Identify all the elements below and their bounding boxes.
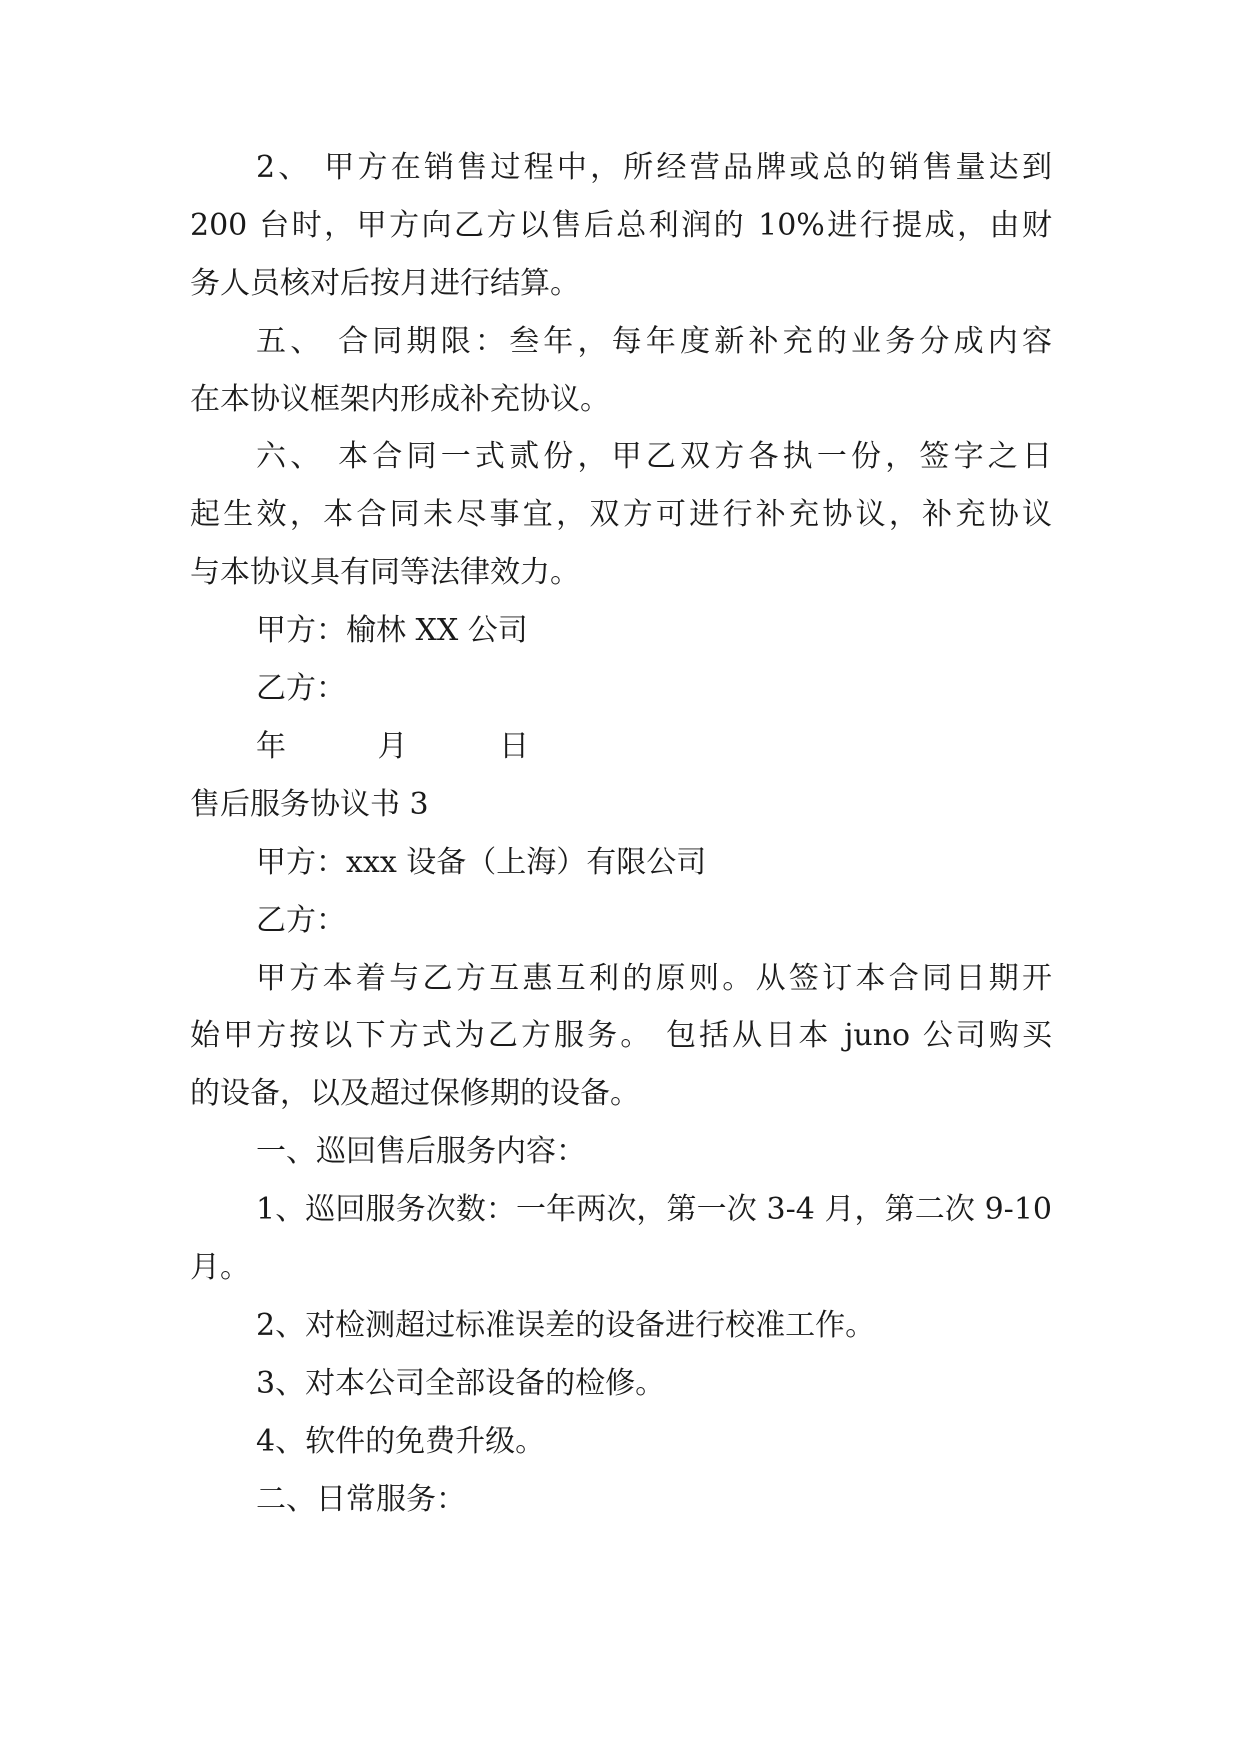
paragraph-line: 始甲方按以下方式为乙方服务。 包括从日本 juno 公司购买 — [190, 1018, 1052, 1053]
paragraph-line: 200 台时，甲方向乙方以售后总利润的 10%进行提成，由财 — [190, 208, 1052, 243]
party-b-line: 乙方： — [256, 903, 346, 938]
party-b-line: 乙方： — [256, 671, 346, 706]
paragraph-line: 的设备，以及超过保修期的设备。 — [190, 1076, 640, 1111]
date-line — [256, 727, 529, 767]
paragraph-line: 2、 甲方在销售过程中，所经营品牌或总的销售量达到 — [256, 150, 1052, 185]
paragraph-line: 起生效，本合同未尽事宜，双方可进行补充协议，补充协议 — [190, 497, 1052, 532]
party-a-line: 甲方：榆林 XX 公司 — [256, 613, 528, 648]
paragraph-line: 五、 合同期限：叁年，每年度新补充的业务分成内容 — [256, 324, 1052, 359]
list-item: 3、对本公司全部设备的检修。 — [256, 1366, 666, 1401]
date-year: 年 — [256, 729, 286, 764]
paragraph-line: 六、 本合同一式贰份，甲乙双方各执一份，签字之日 — [256, 439, 1052, 474]
paragraph-line: 与本协议具有同等法律效力。 — [190, 555, 580, 590]
party-a-line: 甲方：xxx 设备（上海）有限公司 — [256, 845, 707, 880]
date-day: 日 — [499, 729, 530, 764]
section-heading: 售后服务协议书 3 — [190, 787, 429, 822]
subsection-heading: 一、巡回售后服务内容： — [256, 1134, 586, 1169]
subsection-heading: 二、日常服务： — [256, 1482, 466, 1517]
paragraph-line: 务人员核对后按月进行结算。 — [190, 266, 580, 301]
paragraph-line: 甲方本着与乙方互惠互利的原则。从签订本合同日期开 — [256, 961, 1052, 996]
list-item: 4、软件的免费升级。 — [256, 1424, 546, 1459]
paragraph-line: 在本协议框架内形成补充协议。 — [190, 382, 610, 417]
list-item-continuation: 月。 — [190, 1250, 250, 1285]
list-item: 1、巡回服务次数：一年两次，第一次 3-4 月，第二次 9-10 — [256, 1192, 1052, 1227]
date-month: 月 — [377, 729, 408, 764]
list-item: 2、对检测超过标准误差的设备进行校准工作。 — [256, 1308, 876, 1343]
